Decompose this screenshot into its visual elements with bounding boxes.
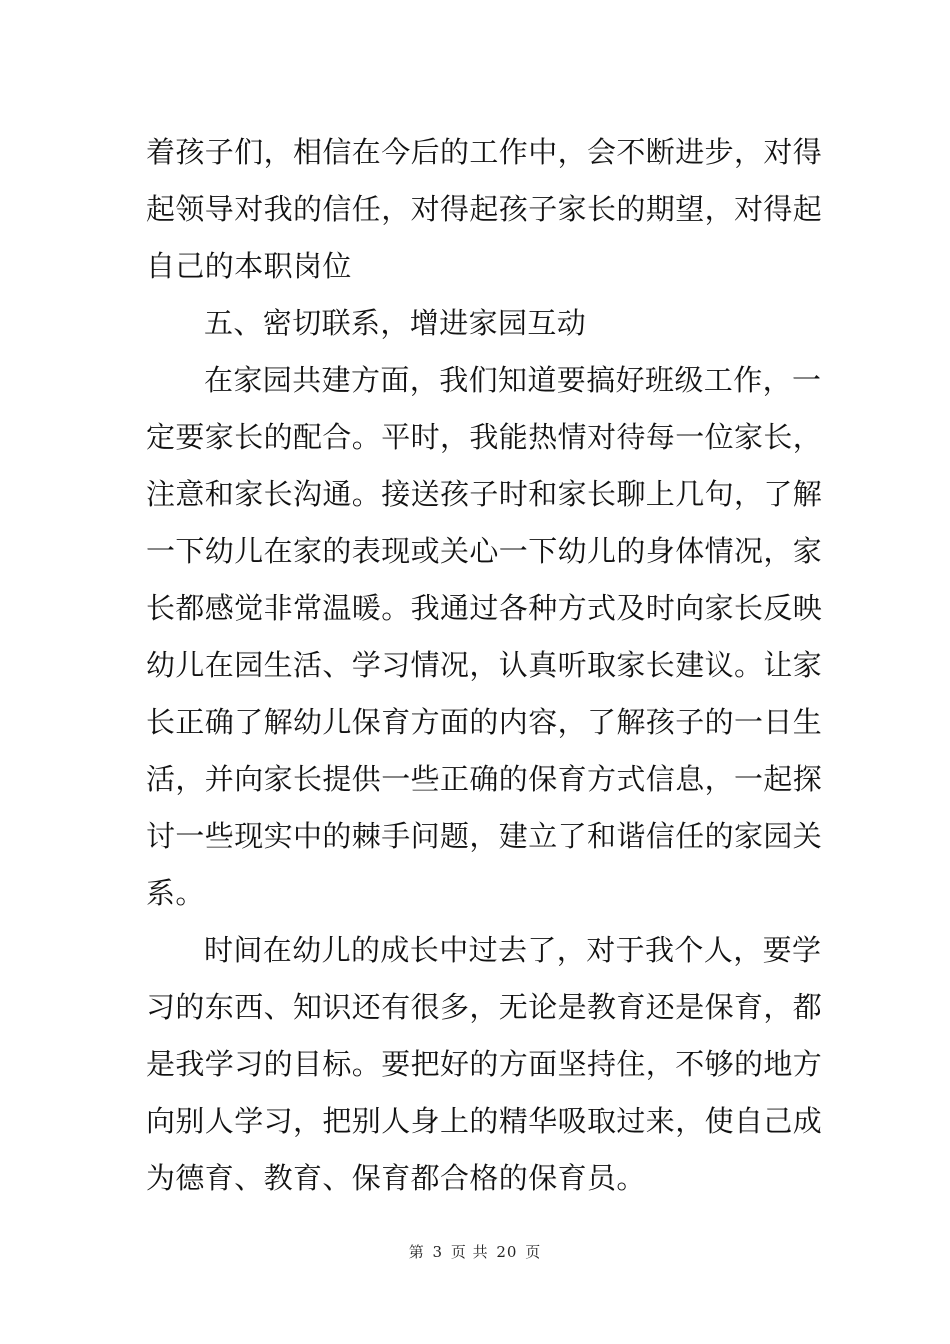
text-line: 着孩子们，相信在今后的工作中，会不断进步，对得 <box>146 135 823 169</box>
footer-suffix: 页 <box>525 1243 542 1261</box>
text-line: 讨一些现实中的棘手问题，建立了和谐信任的家园关 <box>146 819 823 853</box>
text-line: 自己的本职岗位 <box>146 249 352 283</box>
text-line: 时间在幼儿的成长中过去了，对于我个人，要学 <box>204 933 822 967</box>
text-line: 幼儿在园生活、学习情况，认真听取家长建议。让家 <box>146 648 823 682</box>
text-line: 在家园共建方面，我们知道要搞好班级工作，一 <box>204 363 822 397</box>
page-footer <box>0 1241 950 1263</box>
text-line: 一下幼儿在家的表现或关心一下幼儿的身体情况，家 <box>146 534 823 568</box>
page-number: 3 <box>432 1243 444 1261</box>
text-line: 是我学习的目标。要把好的方面坚持住，不够的地方 <box>146 1047 823 1081</box>
footer-prefix: 第 <box>408 1243 425 1261</box>
text-line: 系。 <box>146 876 205 910</box>
text-line: 长都感觉非常温暖。我通过各种方式及时向家长反映 <box>146 591 823 625</box>
total-pages: 20 <box>496 1243 518 1261</box>
text-line: 长正确了解幼儿保育方面的内容，了解孩子的一日生 <box>146 705 823 739</box>
text-line: 定要家长的配合。平时，我能热情对待每一位家长， <box>146 420 823 454</box>
section-heading: 五、密切联系，增进家园互动 <box>204 306 587 340</box>
text-line: 活，并向家长提供一些正确的保育方式信息，一起探 <box>146 762 823 796</box>
text-line: 为德育、教育、保育都合格的保育员。 <box>146 1161 646 1195</box>
text-line: 习的东西、知识还有很多，无论是教育还是保育，都 <box>146 990 823 1024</box>
footer-mid: 页 共 <box>450 1243 489 1261</box>
text-line: 注意和家长沟通。接送孩子时和家长聊上几句，了解 <box>146 477 823 511</box>
text-line: 起领导对我的信任，对得起孩子家长的期望，对得起 <box>146 192 823 226</box>
text-line: 向别人学习，把别人身上的精华吸取过来，使自己成 <box>146 1104 823 1138</box>
